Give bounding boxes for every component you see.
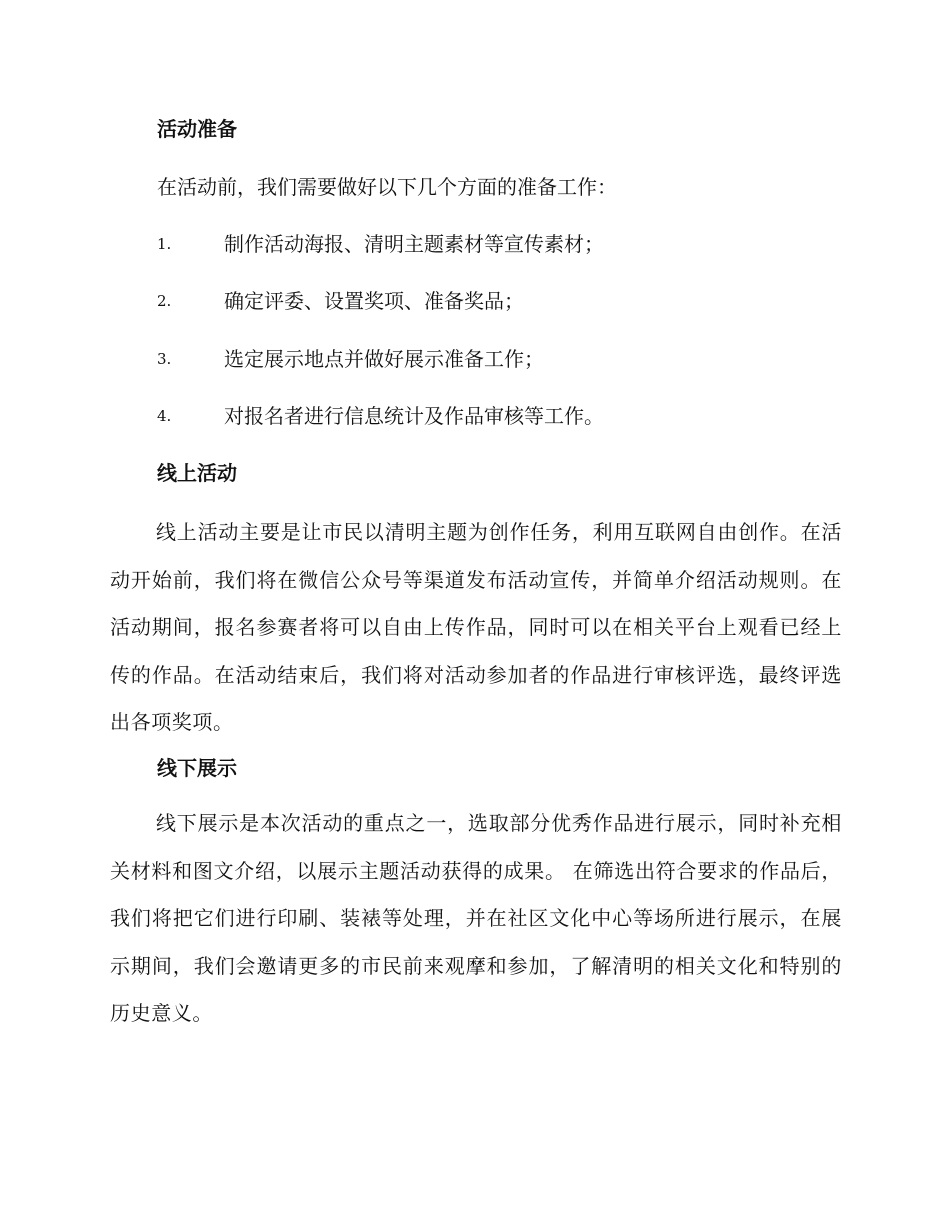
list-number: 3. [157,350,172,368]
list-item [157,229,857,259]
section-heading-online: 线上活动 [157,461,237,485]
online-paragraph: 线上活动主要是让市民以清明主题为创作任务，利用互联网自由创作。在活动开始前，我们将在微信公众号等渠道发布活动宣传，并简单介绍活动规则。在活动期间，报名参赛者将可以自由上传作品，同时可以在相关平台上观看已经上传的作品。在活动结束后，我们将对活动参加者的作品进行审核评选，最终评选出各项奖项。 [110,520,842,734]
list-text: 对报名者进行信息统计及作品审核等工作。 [224,404,604,428]
list-text: 确定评委、设置奖项、准备奖品； [224,289,524,313]
list-text: 选定展示地点并做好展示准备工作； [224,347,544,371]
list-text: 制作活动海报、清明主题素材等宣传素材； [224,232,604,256]
list-item [157,286,857,316]
list-number: 1. [157,235,172,253]
list-item [157,344,857,374]
list-number: 4. [157,407,172,425]
section-heading-offline: 线下展示 [157,756,237,780]
offline-paragraph: 线下展示是本次活动的重点之一，选取部分优秀作品进行展示，同时补充相关材料和图文介绍，以展示主题活动获得的成果。 在筛选出符合要求的作品后，我们将把它们进行印刷、装裱等处理，并在社区文化中心等场所进行展示，在展示期间，我们会邀请更多的市民前来观摩和参加，了解清明的相关文化和特别的历史意义。 [110,811,842,1025]
list-number: 2. [157,292,172,310]
preparation-intro: 在活动前，我们需要做好以下几个方面的准备工作： [157,175,617,199]
list-item [157,401,857,431]
section-heading-preparation: 活动准备 [157,117,237,141]
